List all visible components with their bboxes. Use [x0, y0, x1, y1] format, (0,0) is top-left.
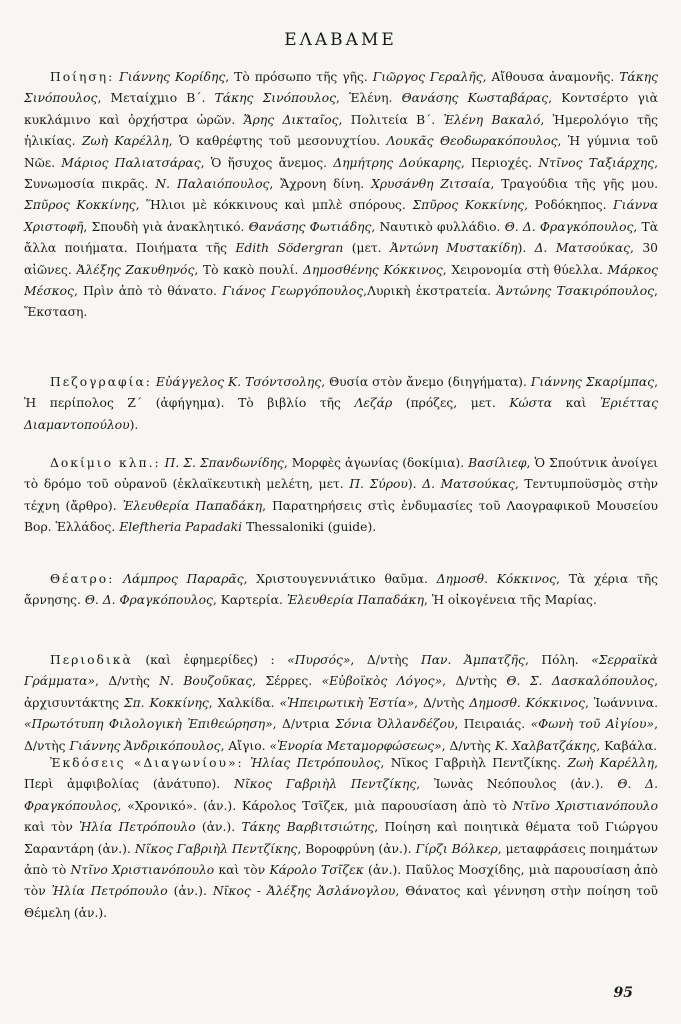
text-segment: , Θυσία στὸν ἄνεμο (διηγήματα). — [321, 375, 531, 389]
text-segment: , Ροδόκηπος. — [524, 198, 614, 213]
author-name: Σόνια Ὀλλανδέζου — [335, 717, 455, 732]
author-name: Θανάσης Φωτιάδης — [248, 219, 372, 234]
text-segment: , Δ/ντὴς — [94, 674, 160, 689]
text-segment: , ἀρχισυντάκτης — [24, 674, 658, 710]
page-number: 95 — [613, 985, 633, 1001]
text-segment: , Ἑλένη. — [336, 91, 402, 106]
text-segment: , Χριστουγεννιάτικο θαῦμα. — [243, 572, 437, 586]
author-name: Γίρζι Βόλκερ — [415, 841, 498, 856]
author-name: Ἀντώνης Τσακιρόπουλος — [496, 284, 655, 299]
text-segment: , Δ/ντὴς — [24, 717, 658, 753]
text-segment: , Τεντυμποϋσμὸς στὴν τέχνη (ἄρθρο). — [24, 477, 658, 513]
text-segment: , Πειραιάς. — [454, 717, 531, 732]
author-name: Νῖκος Γαβριὴλ Πεντζίκης — [234, 777, 417, 792]
author-name: Βασίλιεφ — [468, 456, 527, 470]
text-segment: , Ὁ Σπούτνικ ἀνοίγει τὸ δρόμο τοῦ οὐρανοῦ (ἐκλαϊκευτικὴ μελέτη, μετ. — [24, 456, 659, 492]
author-name: Κ. Χαλβατζάκης — [494, 738, 597, 753]
author-name: Ἠλία Πετρόπουλο — [79, 820, 196, 835]
author-name: Ἀλέξης Ζακυθηνός — [76, 262, 195, 277]
text-segment: , Ἡ γύμνια τοῦ Νῶε. — [24, 134, 659, 170]
author-name: Θ. Δ. Φραγκόπουλος — [24, 777, 658, 813]
text-segment: , «Χρονικό». (ἀν.). Κάρολος Τσῖζεκ, μιὰ παρουσίαση ἀπὸ τὸ — [117, 798, 513, 813]
section-label: Ἐκδόσεις «Διαγωνίου»: — [50, 756, 244, 770]
text-segment: , Τραγούδια τῆς γῆς μου. — [490, 177, 658, 192]
text-segment: , Δ/ντὴς — [350, 653, 421, 667]
text-segment: , Χαλκίδα. — [208, 695, 280, 710]
text-segment: , Ἥλιοι μὲ κόκκινους καὶ μπλὲ σπόρους. — [135, 198, 413, 213]
text-segment: , Μορφὲς ἀγωνίας (δοκίμια). — [283, 456, 469, 470]
author-name: Θ. Δ. Φραγκόπουλος — [84, 593, 213, 608]
text-segment: καὶ — [552, 396, 601, 411]
text-segment: καὶ τὸν — [24, 820, 80, 835]
author-name: Θ. Δ. Φραγκόπουλος — [504, 219, 634, 234]
author-name: Λουκᾶς Θεοδωρακόπουλος — [386, 134, 558, 149]
author-name: Νῖκος - Ἀλέξης Ἀσλάνογλου — [212, 884, 396, 899]
author-name: Ἐριέττας Διαμαντοπούλου — [24, 396, 658, 432]
author-name: Ν. Βουζοῦκας — [159, 674, 253, 689]
text-segment: , Βοροφρύνη (ἀν.). — [297, 841, 416, 856]
author-name: Παν. Ἀμπατζῆς — [420, 653, 525, 667]
text-segment: , μεταφράσεις ποιημάτων ἀπὸ τὸ — [24, 841, 658, 878]
text-segment: , Ἡ περίπολος Ζ΄ (ἀφήγημα). Τὸ βιβλίο τῆς — [24, 375, 658, 411]
author-name: Νῖκος Γαβριὴλ Πεντζίκης — [134, 841, 298, 856]
text-segment: , Πόλη. — [524, 653, 592, 667]
text-segment: , Αἴθουσα ἀναμονῆς. — [482, 70, 620, 84]
author-name: Ἄρης Δικταῖος — [243, 112, 339, 127]
text-segment: , Τὰ χέρια τῆς ἄρνησης. — [24, 572, 658, 608]
author-name: Ν. Παλαιόπουλος — [155, 177, 270, 192]
author-name: Γιάννης Σκαρίμπας — [530, 375, 655, 389]
text-segment: , Δ/ντὴς — [442, 674, 507, 689]
text-segment: , Κοντσέρτο γιὰ κυκλάμινο καὶ ὀρχήστρα ὡρῶν. — [24, 91, 658, 127]
text-segment: , Ἔκσταση. — [24, 284, 658, 320]
author-name: Δ. Ματσούκας — [422, 477, 515, 492]
text-segment: , Αἴγιο. — [220, 738, 270, 753]
author-name: Ντῖνο Χριστιανόπουλο — [70, 863, 215, 878]
section-label: Δοκίμιο κλπ.: — [50, 456, 161, 470]
author-name: Δημοσθ. Κόκκινος — [469, 695, 585, 710]
text-segment: (ἀν.). Παῦλος Μοσχίδης, μιὰ παρουσίαση ἀπὸ τὸν — [24, 863, 658, 899]
text-segment: , Περιοχές. — [460, 155, 539, 170]
author-name: «Ἠπειρωτικὴ Ἑστία» — [279, 695, 415, 710]
text-segment: , Μεταίχμιο Β΄. — [97, 91, 215, 106]
text-segment: , Καβάλα. — [596, 738, 658, 753]
author-name: Σπῦρος Κοκκίνης — [24, 198, 136, 213]
author-name: Χρυσάνθη Ζιτσαία — [371, 177, 491, 192]
text-segment: , Ποίηση καὶ ποιητικὰ θέματα τοῦ Γιώργου Σαραντάρη (ἀν.). — [24, 820, 658, 856]
author-name: Eleftheria Papadaki — [119, 520, 243, 535]
author-name: Μάριος Παλιατσάρας — [61, 155, 201, 170]
author-name: Ζωὴ Καρέλλη — [82, 134, 169, 149]
text-segment: , Ἰωνὰς Νεόπουλος (ἀν.). — [416, 777, 618, 792]
author-name: Θ. Σ. Δασκαλόπουλος — [506, 674, 655, 689]
author-name: Δημοσθένης Κόκκινος — [303, 262, 443, 277]
author-name: Γιάννης Ἀνδρικόπουλος — [69, 738, 221, 753]
text-segment: (ἀν.). — [195, 820, 242, 835]
author-name: Κάρολο Τσῖζεκ — [269, 863, 364, 878]
author-name: Τάκης Βαρβιτσιώτης — [241, 820, 375, 835]
section-periodicals — [24, 650, 658, 757]
text-segment: καὶ τὸν — [214, 863, 270, 878]
text-segment: , Πρὶν ἀπὸ τὸ θάνατο. — [73, 284, 223, 299]
text-segment: , Σπουδὴ γιὰ ἀνακλητικό. — [83, 219, 249, 234]
text-segment: , Περὶ ἀμφιβολίας (ἀνάτυπο). — [24, 756, 658, 792]
text-segment: , Ναυτικὸ φυλλάδιο. — [371, 219, 505, 234]
author-name: Ἐλευθερία Παπαδάκη — [286, 593, 424, 608]
author-name: Ἀντώνη Μυστακίδη — [389, 241, 518, 256]
author-name: Θανάσης Κωσταβάρας — [401, 91, 549, 106]
text-segment: , Θάνατος καὶ γέννηση στὴν ποίηση τοῦ Θέμελη (ἀν.). — [24, 884, 658, 920]
section-essay — [24, 453, 658, 539]
author-name: Κώστα — [509, 396, 553, 411]
text-segment: ). — [407, 477, 423, 492]
author-name: Δ. Ματσούκας — [534, 241, 631, 256]
author-name: Εὐάγγελος Κ. Τσόντσολης — [151, 375, 322, 389]
author-name: «Εὐβοϊκὸς Λόγος» — [321, 674, 443, 689]
text-segment: , Σέρρες. — [252, 674, 322, 689]
text-segment: , Τὸ κακὸ πουλί. — [194, 262, 304, 277]
text-segment: , Δ/ντρια — [272, 717, 336, 732]
text-segment: , Ὁ καθρέφτης τοῦ μεσονυχτίου. — [168, 134, 387, 149]
text-segment: , 30 αἰῶνες. — [24, 241, 658, 277]
author-name: Σπῦρος Κοκκίνης — [412, 198, 525, 213]
author-name: Π. Σ. Σπανδωνίδης — [160, 456, 284, 470]
author-name: Γιάννης Κορίδης — [114, 70, 226, 84]
text-segment: , Νῖκος Γαβριὴλ Πεντζίκης. — [380, 756, 568, 770]
text-segment: Thessaloniki (guide). — [242, 520, 377, 535]
author-name: Τάκης Σινόπουλος — [214, 91, 337, 106]
author-name: Σπ. Κοκκίνης — [123, 695, 209, 710]
text-segment: (ἀν.). — [167, 884, 213, 899]
author-name: Edith Södergran — [235, 241, 344, 256]
page-title: ΕΛΑΒΑΜΕ — [284, 30, 397, 50]
author-name: Γιάννα Χριστοφῆ — [24, 198, 659, 234]
author-name: «Φωνὴ τοῦ Αἰγίου» — [530, 717, 655, 732]
section-theatre — [24, 569, 658, 612]
author-name: «Πυρσός» — [287, 653, 351, 667]
author-name: Ντῖνο Χριστιανόπουλο — [512, 798, 658, 813]
author-name: Ἠλίας Πετρόπουλος — [243, 756, 381, 770]
text-segment: , Ἡ οἰκογένεια τῆς Μαρίας. — [424, 593, 597, 608]
author-name: Λεζάρ — [354, 396, 393, 411]
author-name: «Σερραϊκὰ Γράμματα» — [24, 653, 658, 689]
author-name: «Πρωτότυπη Φιλολογικὴ Ἐπιθεώρηση» — [24, 717, 273, 732]
text-segment: , Ἄχρονη δίνη. — [269, 177, 372, 192]
text-segment: , Πολιτεία Β΄. — [338, 112, 444, 127]
section-poetry — [24, 67, 658, 324]
author-name: Ἐλευθερία Παπαδάκη — [122, 498, 263, 513]
author-name: Δημοσθ. Κόκκινος — [436, 572, 557, 586]
section-label: Θέατρο: — [50, 572, 115, 586]
text-segment: , Δ/ντὴς — [414, 695, 470, 710]
author-name: «Ἐνορία Μεταμορφώσεως» — [269, 738, 442, 753]
text-segment: (καὶ ἐφημερίδες) : — [132, 653, 288, 667]
author-name: Γιάνος Γεωργόπουλος — [222, 284, 364, 299]
author-name: Μάρκος Μέσκος — [24, 262, 658, 299]
author-name: Ζωὴ Καρέλλη — [567, 756, 655, 770]
text-segment: (μετ. — [343, 241, 390, 256]
text-segment: , Χειρονομία στὴ θύελλα. — [442, 262, 608, 277]
text-segment: , Ὁ ἥσυχος ἄνεμος. — [200, 155, 334, 170]
author-name: Ἑλένη Βακαλό — [443, 112, 541, 127]
author-name: Λάμπρος Παραρᾶς — [114, 572, 244, 586]
author-name: Ντῖνος Ταξιάρχης — [538, 155, 655, 170]
author-name: Π. Σύρου — [349, 477, 408, 492]
text-segment: , Καρτερία. — [212, 593, 287, 608]
section-label: Ποίηση: — [50, 70, 115, 84]
section-label: Περιοδικὰ — [50, 653, 133, 667]
text-segment: , Τὸ πρόσωπο τῆς γῆς. — [225, 70, 373, 84]
author-name: Ἠλία Πετρόπουλο — [51, 884, 168, 899]
text-segment: ,Λυρικὴ ἐκστρατεία. — [363, 284, 497, 299]
section-prose — [24, 372, 658, 436]
section-publications — [24, 753, 658, 924]
author-name: Τάκης Σινόπουλος — [24, 70, 659, 106]
text-segment: , Ἡμερολόγιο τῆς ἡλικίας. — [24, 112, 658, 149]
section-label: Πεζογραφία: — [50, 375, 152, 389]
text-segment: , Δ/ντὴς — [441, 738, 495, 753]
author-name: Δημήτρης Δούκαρης — [333, 155, 461, 170]
author-name: Γιῶργος Γεραλῆς — [372, 70, 483, 84]
text-segment: , Ἰωάννινα. — [584, 695, 658, 710]
text-segment: ). — [517, 241, 535, 256]
text-segment: ). — [129, 417, 139, 432]
text-segment: , Συνωμοσία πικρᾶς. — [24, 155, 659, 192]
text-segment: (πρόζες, μετ. — [392, 396, 510, 411]
text-segment: , Τὰ ἄλλα ποιήματα. Ποιήματα τῆς — [24, 219, 659, 256]
text-segment: , Παρατηρήσεις στὶς ἐνδυμασίες τοῦ Λαογραφικοῦ Μουσείου Βορ. Ἑλλάδος. — [24, 498, 659, 535]
